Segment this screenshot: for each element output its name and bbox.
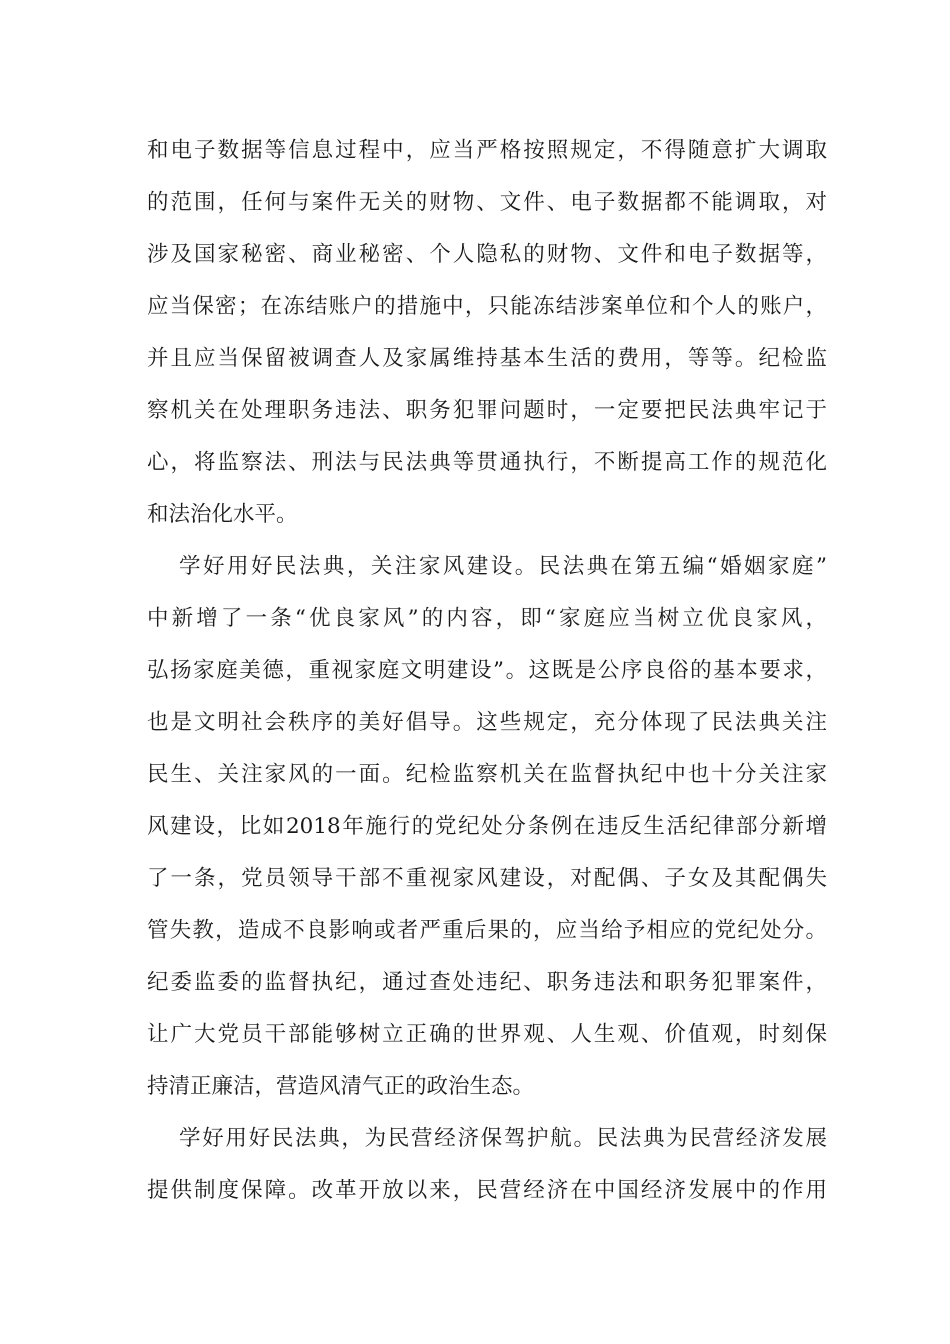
- paragraph-line: 持清正廉洁，营造风清气正的政治生态。: [147, 1074, 535, 1099]
- paragraph-line: 提供制度保障。改革开放以来，民营经济在中国经济发展中的作用: [147, 1178, 827, 1203]
- paragraph-line: 涉及国家秘密、商业秘密、个人隐私的财物、文件和电子数据等，: [147, 242, 827, 267]
- paragraph-line: 风建设，比如2018年施行的党纪处分条例在违反生活纪律部分新增: [147, 814, 827, 839]
- paragraph-line: 和电子数据等信息过程中，应当严格按照规定，不得随意扩大调取: [147, 138, 827, 163]
- paragraph-line: 并且应当保留被调查人及家属维持基本生活的费用，等等。纪检监: [147, 346, 827, 371]
- paragraph-line: 和法治化水平。: [147, 502, 298, 527]
- paragraph-line: 中新增了一条“优良家风”的内容，即“家庭应当树立优良家风，: [147, 606, 827, 631]
- paragraph-line: 让广大党员干部能够树立正确的世界观、人生观、价值观，时刻保: [147, 1022, 827, 1047]
- paragraph-line: 的范围，任何与案件无关的财物、文件、电子数据都不能调取，对: [147, 190, 827, 215]
- paragraph-line: 心，将监察法、刑法与民法典等贯通执行，不断提高工作的规范化: [147, 450, 827, 475]
- paragraph-line: 管失教，造成不良影响或者严重后果的，应当给予相应的党纪处分。: [147, 918, 827, 943]
- paragraph-line: 学好用好民法典，关注家风建设。民法典在第五编“婚姻家庭”: [179, 554, 827, 579]
- paragraph-line: 也是文明社会秩序的美好倡导。这些规定，充分体现了民法典关注: [147, 710, 827, 735]
- paragraph-line: 察机关在处理职务违法、职务犯罪问题时，一定要把民法典牢记于: [147, 398, 827, 423]
- paragraph-line: 纪委监委的监督执纪，通过查处违纪、职务违法和职务犯罪案件，: [147, 970, 827, 995]
- paragraph-line: 民生、关注家风的一面。纪检监察机关在监督执纪中也十分关注家: [147, 762, 827, 787]
- paragraph-line: 应当保密；在冻结账户的措施中，只能冻结涉案单位和个人的账户，: [147, 294, 827, 319]
- paragraph-line: 学好用好民法典，为民营经济保驾护航。民法典为民营经济发展: [179, 1126, 827, 1151]
- paragraph-line: 了一条，党员领导干部不重视家风建设，对配偶、子女及其配偶失: [147, 866, 827, 891]
- paragraph-line: 弘扬家庭美德，重视家庭文明建设”。这既是公序良俗的基本要求，: [147, 658, 827, 683]
